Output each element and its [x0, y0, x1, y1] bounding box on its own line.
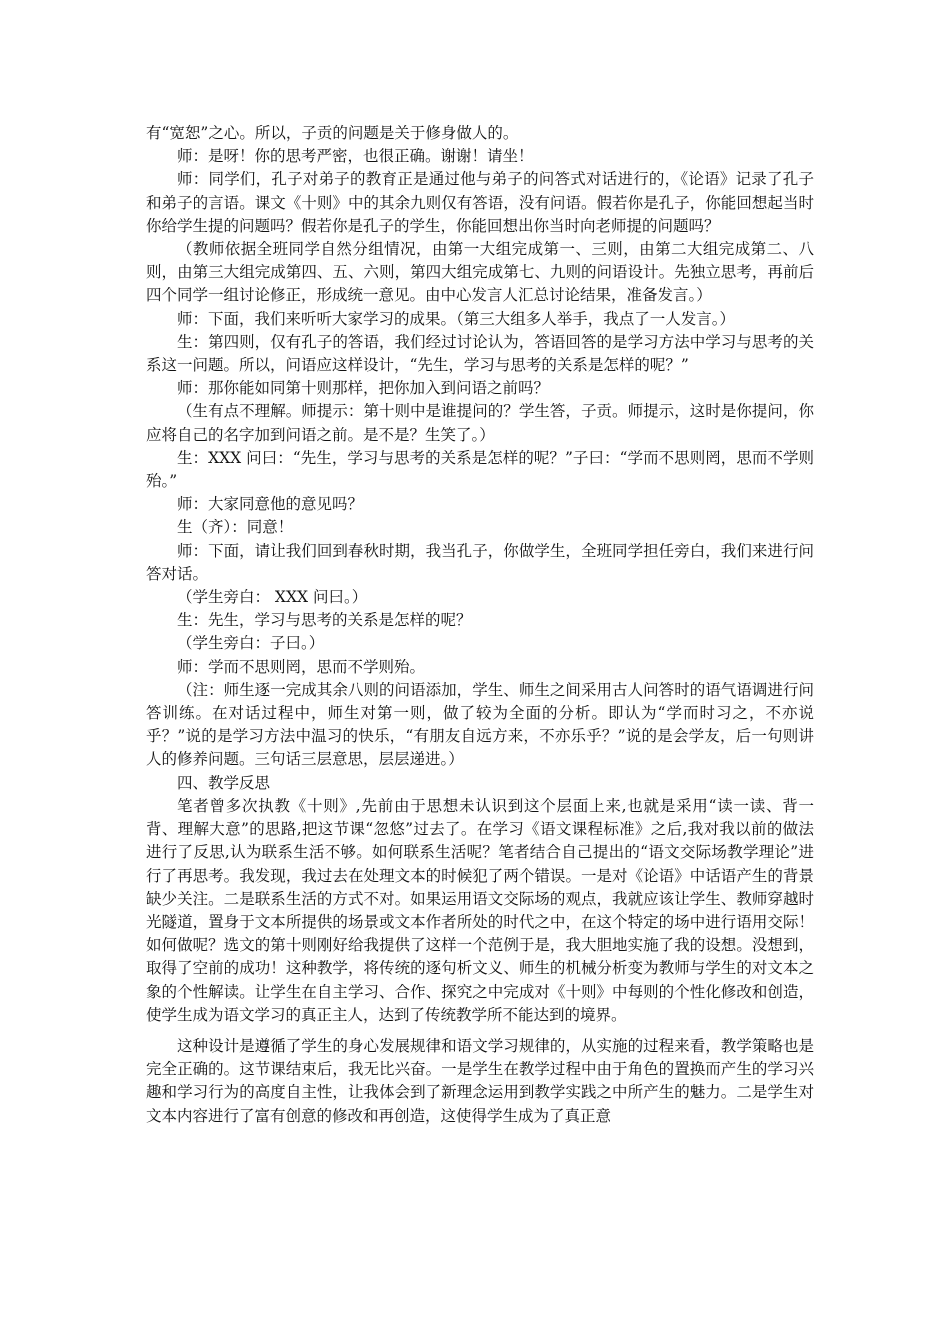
paragraph: 生：第四则，仅有孔子的答语，我们经过讨论认为，答语回答的是学习方法中学习与思考的关系这一问题。所以，问语应这样设计，“先生，学习与思考的关系是怎样的呢？” [146, 332, 814, 375]
paragraph: 师：下面，请让我们回到春秋时期，我当孔子，你做学生，全班同学担任旁白，我们来进行问答对话。 [146, 541, 814, 583]
paragraph: 师：那你能如同第十则那样，把你加入到问语之前吗？ [177, 379, 550, 398]
paragraph: 生：先生，学习与思考的关系是怎样的呢？ [177, 611, 472, 630]
paragraph: （学生旁白：子曰。） [177, 634, 325, 653]
paragraph: 师：同学们，孔子对弟子的教育正是通过他与弟子的问答式对话进行的，《论语》记录了孔子和弟子的言语。课文《十则》中的其余九则仅有答语，没有问语。假若你是孔子，你能回想起当时你给学生提的问题吗？假若你是孔子的学生，你能回想出你当时向老师提的问题吗？ [146, 170, 814, 235]
paragraph: 有“宽恕”之心。所以，子贡的问题是关于修身做人的。 [146, 124, 519, 142]
paragraph: 师：下面，我们来听听大家学习的成果。（第三大组多人举手，我点了一人发言。） [177, 309, 736, 328]
paragraph: 笔者曾多次执教《十则》,先前由于思想未认识到这个层面上来,也就是采用“读一读、背一背、理解大意”的思路,把这节课“忽悠”过去了。在学习《语文课程标准》之后,我对我以前的做法进行了反思,认为联系生活不够。如何联系生活呢？笔者结合自己提出的“语文交际场教学理论”进行了再思考。我发现，我过去在处理文本的时候犯了两个错误。一是对《论语》中话语产生的背景缺少关注。二是联系生活的方式不对。如果运用语文交际场的观点，我就应该让学生、教师穿越时光隧道，置身于文本所提供的场景或文本作者所处的时代之中，在这个特定的场中进行语用交际！如何做呢？选文的第十则刚好给我提供了这样一个范例于是，我大胆地实施了我的设想。没想到，取得了空前的成功！这种教学，将传统的逐句析文义、师生的机械分析变为教师与学生的对文本之象的个性解读。让学生在自主学习、合作、探究之中完成对《十则》中每则的个性化修改和创造，使学生成为语文学习的真正主人，达到了传统教学所不能达到的境界。 [146, 796, 814, 1024]
paragraph: 师：大家同意他的意见吗？ [177, 495, 364, 514]
section-heading: 四、教学反思 [177, 773, 271, 792]
paragraph: （学生旁白： XXX 问曰。） [177, 588, 368, 607]
paragraph: 这种设计是遵循了学生的身心发展规律和语文学习规律的，从实施的过程来看，教学策略也是完全正确的。这节课结束后，我无比兴奋。一是学生在教学过程中由于角色的置换而产生的学习兴趣和学习行为的高度自主性，让我体会到了新理念运用到教学实践之中所产生的魅力。二是学生对文本内容进行了富有创意的修改和再创造，这使得学生成为了真正意 [146, 1036, 814, 1125]
paragraph: （教师依据全班同学自然分组情况，由第一大组完成第一、三则，由第二大组完成第二、八则，由第三大组完成第四、五、六则，第四大组完成第七、九则的问语设计。先独立思考，再前后四个同学一组讨论修正，形成统一意见。由中心发言人汇总讨论结果，准备发言。） [146, 240, 814, 305]
paragraph: 生：XXX 问曰：“先生，学习与思考的关系是怎样的呢？”子曰：“学而不思则罔，思而不学则殆。” [146, 448, 814, 491]
paragraph: 师：学而不思则罔，思而不学则殆。 [177, 657, 426, 676]
paragraph: （生有点不理解。师提示：第十则中是谁提问的？学生答，子贡。师提示，这时是你提问，你应将自己的名字加到问语之前。是不是？生笑了。） [146, 402, 814, 444]
paragraph: （注：师生逐一完成其余八则的问语添加，学生、师生之间采用古人问答时的语气语调进行问答训练。在对话过程中，师生对第一则，做了较为全面的分析。即认为“学而时习之，不亦说乎？”说的是学习方法中温习的快乐，“有朋友自远方来，不亦乐乎？”说的是会学友，后一句则讲人的修养问题。三句话三层意思，层层递进。） [146, 680, 814, 769]
paragraph: 生（齐）：同意！ [177, 518, 294, 537]
paragraph: 师：是呀！你的思考严密，也很正确。谢谢！请坐！ [177, 147, 534, 166]
document-body [146, 122, 814, 1128]
